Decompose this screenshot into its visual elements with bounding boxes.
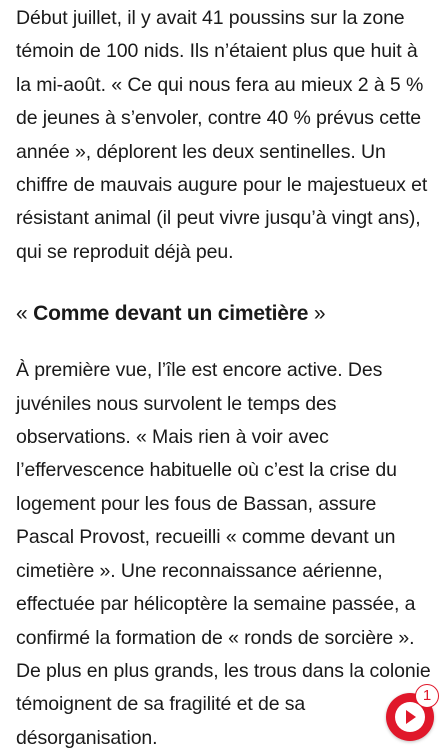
article-paragraph: Début juillet, il y avait 41 poussins sur la zone témoin de 100 nids. Ils n’étaient plus que huit à la mi-août. « Ce qui nous fera au mieux 2 à 5 % de jeunes à s’envoler, contre 40 % prévus cette année », déplorent les deux sentinelles. Un chiffre de mauvais augure pour le majestueux et résistant animal (il peut vivre jusqu’à vingt ans), qui se reproduit déjà peu. [16, 7, 428, 263]
heading-open-quote: « [16, 302, 34, 326]
notification-badge: 1 [415, 684, 439, 708]
article-paragraph: À première vue, l’île est encore active. Des juvéniles nous survolent le temps des observations. « Mais rien à voir avec l’effervescence habituelle où c’est la crise du logement pour les fous de Bassan, assure Pascal Provost, recueilli « comme devant un cimetière ». Une reconnaissance aérienne, effectuée par hélicoptère la semaine passée, a confirmé la formation de « ronds de sorcière ». De plus en plus grands, les trous dans la colonie témoignent de sa fragilité et de sa désorganisation. [16, 359, 431, 749]
article-body [16, 0, 436, 755]
heading-text: Comme devant un cimetière [33, 302, 309, 326]
section-heading [16, 297, 436, 330]
heading-close-quote: » [308, 302, 326, 326]
